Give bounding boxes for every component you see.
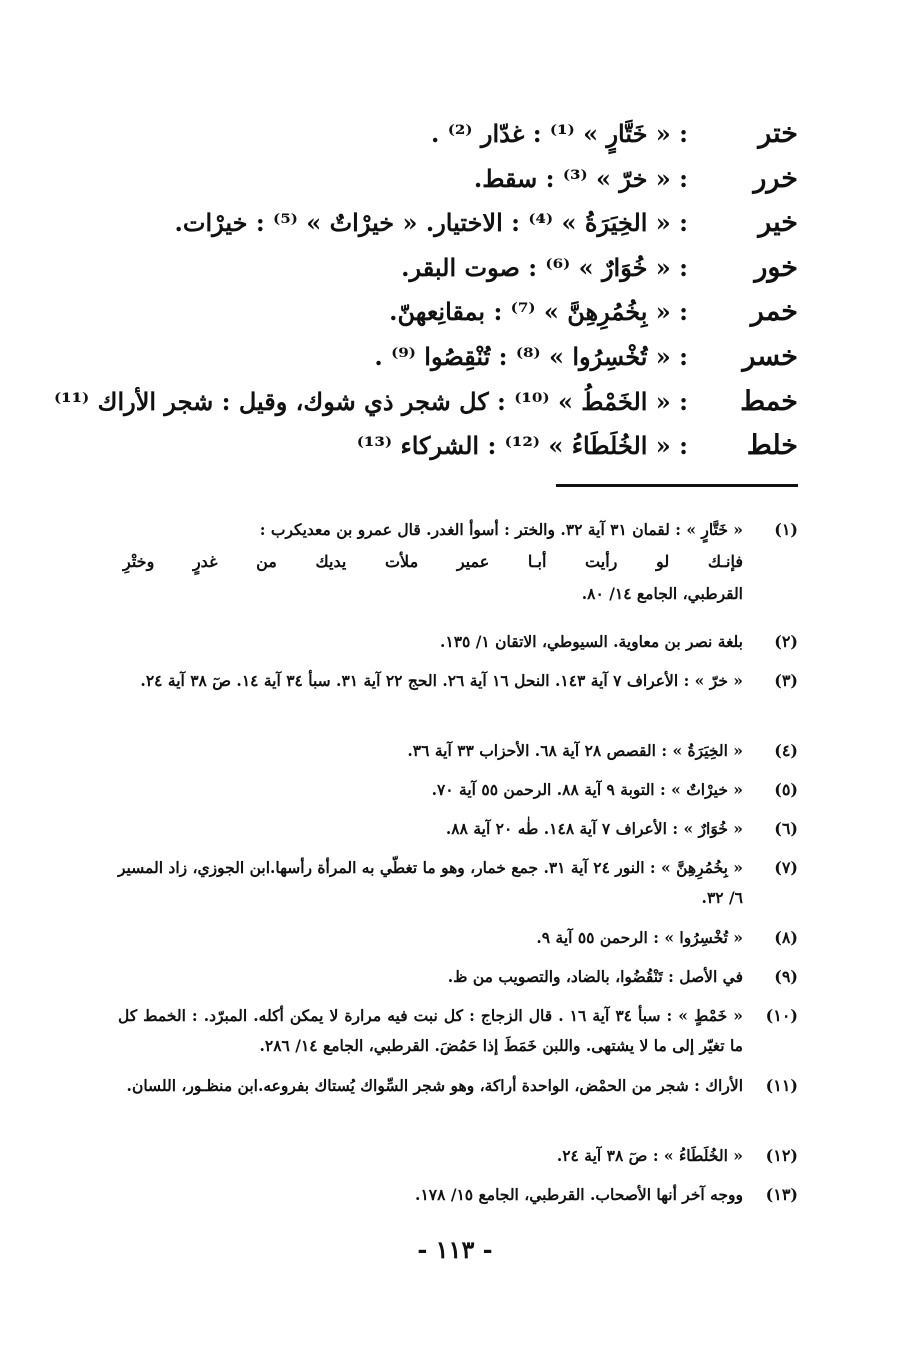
footnote-source: القرطبي، الجامع ١٤/ ٨٠. bbox=[581, 584, 743, 603]
footnote bbox=[118, 736, 798, 775]
poem-word: أبـا bbox=[527, 552, 547, 571]
footnote bbox=[118, 962, 798, 1001]
footnote bbox=[118, 515, 798, 627]
glossary-entries bbox=[53, 112, 798, 469]
footnote-text: « بِخُمُرِهِنَّ » : النور ٢٤ آية ٣١. جمع خمار، وهو ما تغطّي به المرأة رأسها.ابن الجوزي، زاد المسير ٦/ ٣٢. bbox=[117, 858, 743, 907]
entry bbox=[98, 157, 798, 202]
entry bbox=[98, 246, 798, 291]
footnote bbox=[118, 814, 798, 853]
poem-word: يديك bbox=[315, 552, 347, 571]
footnote-number: (٨) bbox=[774, 928, 798, 947]
footnote-number: (١٠) bbox=[765, 1006, 798, 1025]
poem-word: من bbox=[256, 552, 277, 571]
footnote-text: « خُوَارٌ » : الأعراف ٧ آية ١٤٨. طٰه ٢٠ آية ٨٨. bbox=[445, 819, 743, 838]
footnote-number: (٦) bbox=[774, 819, 798, 838]
footnote-number: (٥) bbox=[774, 780, 798, 799]
footnote bbox=[118, 853, 798, 923]
footnote-number: (٢) bbox=[774, 632, 798, 651]
footnote-text: « خرّ » : الأعراف ٧ آية ١٤٣. النحل ١٦ آية ٢٦. الحج ٢٢ آية ٣١. سبأ ٣٤ آية ١٤. صٓ ٣٨ آية ٢٤. bbox=[140, 671, 743, 690]
footnote-text: « الخِيَرَةُ » : القصص ٢٨ آية ٦٨. الأحزاب ٣٣ آية ٣٦. bbox=[407, 741, 743, 760]
poem-word: لو bbox=[656, 552, 670, 571]
entry-root: خسر bbox=[742, 340, 798, 372]
footnote-divider bbox=[556, 484, 798, 487]
entry-root: خلط bbox=[746, 430, 798, 462]
footnote-number: (١١) bbox=[765, 1076, 798, 1095]
footnote-text: في الأصل : تَنْقُضُوا، بالضاد، والتصويب من ظ. bbox=[447, 967, 743, 986]
entry-text: : « الخَمْطُ » ⁽¹⁰⁾ : كل شجر ذي شوك، وقيل : شجر الأراك ⁽¹¹⁾ bbox=[53, 386, 688, 416]
footnote bbox=[118, 666, 798, 736]
page-number: - ١١٣ - bbox=[417, 1235, 493, 1264]
entry-text: : « خَتَّارٍ » ⁽¹⁾ : غدّار ⁽²⁾ . bbox=[431, 119, 688, 148]
entry-text: : « الخِيَرَةُ » ⁽⁴⁾ : الاختيار. « خيرْاتٌ » ⁽⁵⁾ : خيرْات. bbox=[174, 208, 688, 238]
footnotes bbox=[118, 515, 798, 1219]
footnote-text: « تُخْسِرُوا » : الرحمن ٥٥ آية ٩. bbox=[536, 928, 743, 947]
poem-word: غدرٍ bbox=[192, 552, 218, 571]
poem-word: وختْرِ bbox=[123, 552, 155, 571]
entry-root: ختر bbox=[758, 118, 798, 149]
footnote-text: الأراك : شجر من الحمْض، الواحدة أراكة، وهو شجر السِّواك يُستاك بفروعه.ابن منظـور، اللسان. bbox=[126, 1076, 743, 1095]
entry-root: خير bbox=[758, 207, 798, 239]
entry-root: خمر bbox=[750, 296, 798, 328]
footnote-text: ووجه آخر أنها الأصحاب. القرطبي، الجامع ١٥/ ١٧٨. bbox=[415, 1185, 743, 1204]
entry-text: : « تُخْسِرُوا » ⁽⁸⁾ : تُنْقِصُوا ⁽⁹⁾ . bbox=[374, 341, 688, 371]
footnote-number: (١٢) bbox=[765, 1146, 798, 1165]
footnote-text: « خَمْطٍ » : سبأ ٣٤ آية ١٦ . قال الزجاج : كل نبت فيه مرارة لا يمكن أكله. المبرّد. : الخمط كل ما تغيّر إلى ما لا يشتهى. واللبن خَمَطَ إذا حَمُضَ. القرطبي، الجامع ١٤/ ٢٨٦. bbox=[118, 1006, 743, 1055]
entry-text: : « بِخُمُرِهِنَّ » ⁽⁷⁾ : بمقانِعهنّ. bbox=[389, 297, 688, 327]
poem-word: عمير bbox=[456, 552, 490, 571]
footnote-text: « خَتَّارٍ » : لقمان ٣١ آية ٣٢. والختر : أسوأ الغدر. قال عمرو بن معديكرب : bbox=[259, 520, 743, 539]
entry-root: خور bbox=[754, 251, 798, 283]
footnote-number: (٣) bbox=[774, 671, 798, 690]
footnote-number: (٧) bbox=[774, 858, 798, 877]
footnote-number: (٤) bbox=[774, 741, 798, 760]
poem-word: رأيت bbox=[585, 552, 618, 571]
footnote-number: (٩) bbox=[774, 967, 798, 986]
footnote bbox=[118, 1180, 798, 1219]
footnote bbox=[118, 1071, 798, 1141]
footnote-number: (١٣) bbox=[765, 1185, 798, 1204]
poem-word: ملأت bbox=[384, 552, 419, 571]
footnote-text: « الخُلَطَاءُ » : صٓ ٣٨ آية ٢٤. bbox=[556, 1146, 743, 1165]
entry bbox=[98, 424, 798, 469]
entry bbox=[98, 290, 798, 335]
entry-text: : « الخُلَطَاءُ » ⁽¹²⁾ : الشركاء ⁽¹³⁾ bbox=[356, 431, 688, 461]
footnote-text: « خيرْاتٌ » : التوبة ٩ آية ٨٨. الرحمن ٥٥ آية ٧٠. bbox=[431, 780, 743, 799]
footnote bbox=[118, 627, 798, 666]
entry bbox=[98, 335, 798, 380]
poem-word: فإنـك bbox=[707, 552, 743, 571]
footnote bbox=[118, 1141, 798, 1180]
entry bbox=[98, 112, 798, 157]
footnote-number: (١) bbox=[774, 520, 798, 539]
entry-text: : « خرّ » ⁽³⁾ : سقط. bbox=[473, 163, 688, 193]
footnote bbox=[118, 923, 798, 962]
entry-root: خرر bbox=[753, 162, 798, 194]
entry-root: خمط bbox=[740, 385, 798, 417]
entry bbox=[53, 380, 798, 425]
entry-text: : « خُوَارٌ » ⁽⁶⁾ : صوت البقر. bbox=[401, 252, 688, 282]
footnote bbox=[118, 1001, 798, 1071]
footnote-text: بلغة نصر بن معاوية. السيوطي، الاتقان ١/ ١٣٥. bbox=[439, 632, 743, 651]
poem-verse bbox=[123, 545, 743, 579]
entry bbox=[98, 201, 798, 246]
footnote bbox=[118, 775, 798, 814]
